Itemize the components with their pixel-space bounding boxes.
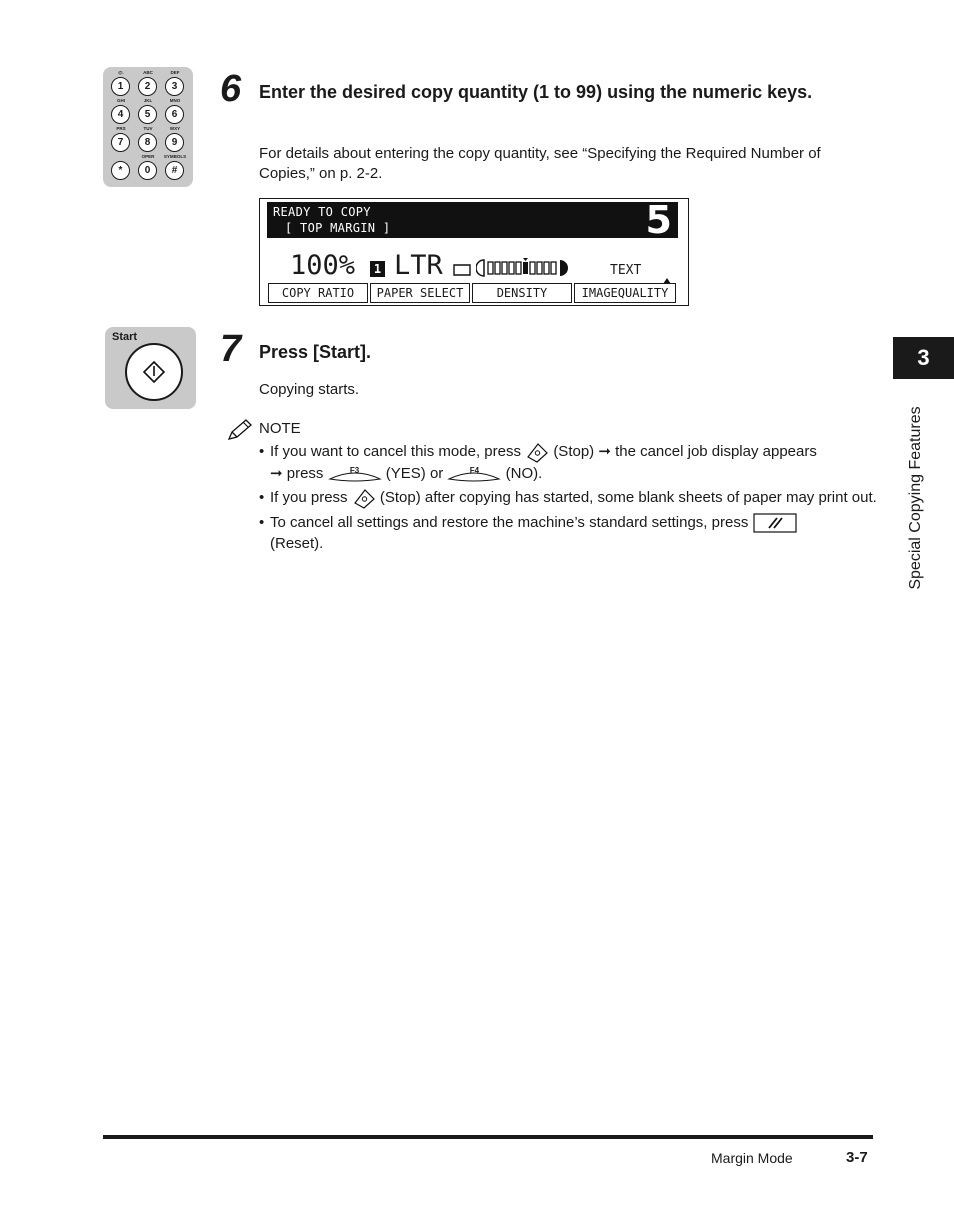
footer-rule xyxy=(103,1135,873,1139)
stop-key-icon xyxy=(352,487,376,509)
numeric-keypad-illustration xyxy=(103,67,193,187)
keypad-key-letters: ABC xyxy=(143,70,153,75)
f4-key-label: F4 xyxy=(469,466,480,476)
note-item-1-text-c: ➞ press xyxy=(270,465,324,483)
control-panel-display xyxy=(259,198,689,306)
note-item-2-text-a: If you press xyxy=(270,489,348,507)
keypad-key-8[interactable]: 8 xyxy=(138,133,157,152)
density-scale-icon xyxy=(476,257,572,279)
display-mode-line: [ TOP MARGIN ] xyxy=(285,221,391,235)
footer-section-name: Margin Mode xyxy=(711,1150,793,1166)
note-heading: NOTE xyxy=(259,420,301,437)
keypad-key-letters: SYMBOLS xyxy=(163,154,187,159)
keypad-key-letters: @. xyxy=(118,70,124,75)
stop-key-icon xyxy=(525,441,549,463)
keypad-key-letters: TUV xyxy=(143,126,153,131)
note-item-3-text-b: (Reset). xyxy=(270,535,324,553)
note-list xyxy=(259,441,879,557)
step-6-body: For details about entering the copy quantity, see “Specifying the Required Number of Copies,” on p. 2-2. xyxy=(259,145,821,182)
keypad-key-star[interactable]: * xyxy=(111,161,130,180)
f3-key-label: F3 xyxy=(349,466,360,476)
display-status-line: READY TO COPY xyxy=(273,205,371,219)
display-copy-ratio: 100% xyxy=(290,250,356,281)
keypad-key-letters: PRS xyxy=(116,126,126,131)
keypad-key-4[interactable]: 4 xyxy=(111,105,130,124)
keypad-key-1[interactable]: 1 xyxy=(111,77,130,96)
chapter-tab: 3 xyxy=(893,337,954,379)
softkey-density[interactable]: DENSITY xyxy=(472,283,572,303)
keypad-key-7[interactable]: 7 xyxy=(111,133,130,152)
keypad-key-2[interactable]: 2 xyxy=(138,77,157,96)
display-copy-count: 5 xyxy=(645,198,672,242)
keypad-key-letters: DEF xyxy=(170,70,180,75)
keypad-key-3[interactable]: 3 xyxy=(165,77,184,96)
keypad-key-0[interactable]: 0 xyxy=(138,161,157,180)
chapter-side-title: Special Copying Features xyxy=(907,406,924,590)
keypad-key-letters: OPER xyxy=(141,154,155,159)
start-button[interactable] xyxy=(125,343,183,401)
display-image-mode: TEXT xyxy=(610,263,642,278)
pencil-note-icon xyxy=(226,418,254,442)
keypad-key-6[interactable]: 6 xyxy=(165,105,184,124)
keypad-key-letters: MNO xyxy=(169,98,181,103)
step-6-title: Enter the desired copy quantity (1 to 99) using the numeric keys. xyxy=(259,82,813,102)
f3-key[interactable] xyxy=(328,466,382,482)
display-tray-number: 1 xyxy=(370,261,385,277)
note-item-3 xyxy=(259,512,879,554)
note-item-1 xyxy=(259,441,879,484)
softkey-paper-select[interactable]: PAPER SELECT xyxy=(370,283,470,303)
footer-page-number: 3-7 xyxy=(846,1149,868,1166)
note-item-3-text-a: To cancel all settings and restore the machine’s standard settings, press xyxy=(270,514,749,532)
reset-key-icon xyxy=(753,513,797,533)
note-item-1-text-d: (YES) or xyxy=(385,465,444,483)
softkey-copy-ratio[interactable]: COPY RATIO xyxy=(268,283,368,303)
softkey-image-quality[interactable]: IMAGEQUALITY xyxy=(574,283,676,303)
start-key-illustration xyxy=(105,327,196,409)
keypad-key-letters: GHI xyxy=(116,98,125,103)
note-item-1-text-a: If you want to cancel this mode, press xyxy=(270,443,521,460)
step-7-number: 7 xyxy=(220,328,242,370)
f4-key[interactable] xyxy=(447,466,501,482)
note-item-2-text-b: (Stop) after copying has started, some blank sheets of paper may print out. xyxy=(379,489,877,507)
paper-orientation-icon xyxy=(452,263,472,277)
keypad-key-5[interactable]: 5 xyxy=(138,105,157,124)
note-item-1-text-e: (NO). xyxy=(505,465,543,483)
keypad-key-9[interactable]: 9 xyxy=(165,133,184,152)
note-item-1-text-b: (Stop) ➞ the cancel job display appears xyxy=(553,443,817,460)
keypad-key-letters: WXY xyxy=(169,126,181,131)
display-paper-size: LTR xyxy=(394,250,443,281)
keypad-key-hash[interactable]: # xyxy=(165,161,184,180)
start-diamond-icon xyxy=(127,345,181,399)
keypad-key-letters: JKL xyxy=(143,98,153,103)
step-7-body: Copying starts. xyxy=(259,381,360,398)
step-6-number: 6 xyxy=(220,68,242,110)
note-item-2 xyxy=(259,487,879,509)
step-7-title: Press [Start]. xyxy=(259,342,372,362)
display-status-bar xyxy=(267,198,678,242)
start-key-label: Start xyxy=(112,331,138,343)
